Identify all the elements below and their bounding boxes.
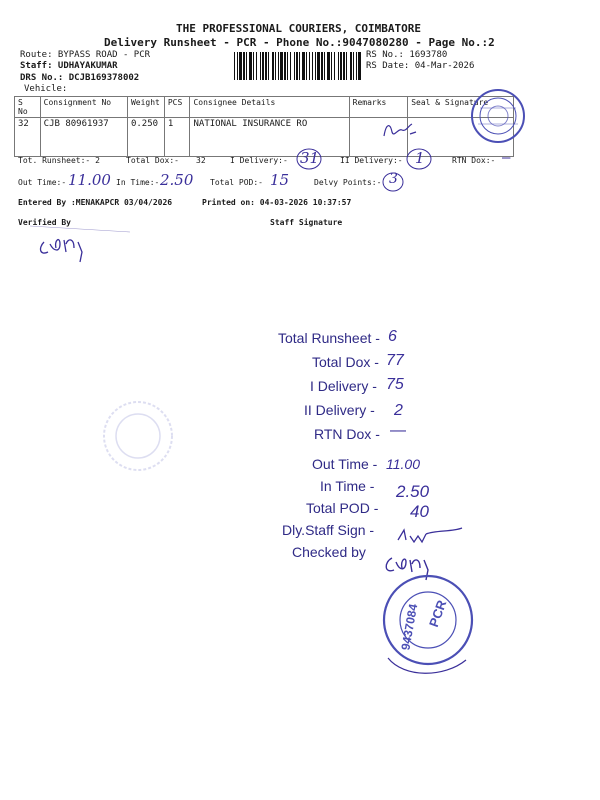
summary-in-time-value: 2.50 [396, 482, 430, 501]
barcode-bar [324, 52, 325, 80]
summary-checked-by-label: Checked by [292, 544, 366, 560]
barcode-bar [260, 52, 261, 80]
barcode-bar [287, 52, 288, 80]
barcode-bar [315, 52, 316, 80]
total-pod-label: Total POD:- [210, 178, 263, 187]
barcode [234, 52, 362, 80]
barcode-bar [296, 52, 298, 80]
summary-rtn-dox-label: RTN Dox - [314, 426, 380, 442]
barcode-bar [243, 52, 245, 80]
barcode-bar [331, 52, 332, 80]
barcode-bar [272, 52, 274, 80]
summary-dly-staff-sign-label: Dly.Staff Sign - [282, 522, 375, 538]
rs-number: RS No.: 1693780 [366, 50, 448, 60]
summary-out-time-value: 11.00 [386, 456, 420, 472]
i-delivery-label: I Delivery:- [230, 156, 288, 165]
company-title: THE PROFESSIONAL COURIERS, COIMBATORE [176, 22, 422, 35]
barcode-bar [239, 52, 242, 80]
barcode-bar [343, 52, 345, 80]
i-delivery-handwritten: 31 [300, 149, 320, 167]
cell-consignment: CJB 80961937 [40, 118, 127, 157]
col-sno: S No [15, 97, 41, 118]
delvy-points-circle-icon [382, 172, 404, 192]
in-time-handwritten: 2.50 [160, 171, 194, 189]
barcode-bar [275, 52, 276, 80]
consignment-table [14, 96, 514, 157]
route-text: Route: BYPASS ROAD - PCR [20, 50, 151, 60]
cell-sno: 32 [15, 118, 41, 157]
in-time-label: In Time:- [116, 178, 160, 187]
summary-rtn-dox-value: — [390, 422, 406, 439]
faint-stamp-icon [100, 398, 176, 474]
col-pcs: PCS [164, 97, 190, 118]
staff-text: Staff: UDHAYAKUMAR [20, 61, 118, 71]
barcode-bar [299, 52, 300, 80]
summary-ii-delivery-label: II Delivery - [304, 402, 375, 418]
barcode-bar [256, 52, 257, 80]
barcode-bar [284, 52, 286, 80]
barcode-bar [338, 52, 339, 80]
barcode-bar [358, 52, 361, 80]
stamp-pcr-text: PCR [425, 598, 450, 629]
i-delivery-circle-icon [296, 148, 322, 170]
barcode-bar [334, 52, 335, 80]
verified-signature-scribble [30, 222, 140, 266]
cell-consignee: NATIONAL INSURANCE RO [190, 118, 349, 157]
summary-ii-delivery-value: 2 [394, 402, 403, 419]
stamp-number-text: 9437084 [398, 602, 421, 652]
table-row [15, 118, 514, 157]
tot-runsheet: Tot. Runsheet:- 2 [18, 156, 100, 165]
col-remarks: Remarks [349, 97, 408, 118]
dly-staff-signature-scribble [396, 524, 466, 548]
table-header-row [15, 97, 514, 118]
summary-total-pod-label: Total POD - [306, 500, 379, 516]
summary-total-runsheet-label: Total Runsheet - [278, 330, 380, 346]
barcode-bar [321, 52, 323, 80]
ii-delivery-circle-icon [406, 148, 432, 170]
barcode-bar [327, 52, 330, 80]
col-weight: Weight [127, 97, 164, 118]
drs-text: DRS No.: DCJB169378002 [20, 73, 140, 83]
entered-by: Entered By :MENAKAPCR 03/04/2026 [18, 198, 173, 207]
barcode-bar [268, 52, 269, 80]
cell-weight: 0.250 [127, 118, 164, 157]
barcode-bar [234, 52, 235, 80]
barcode-bar [294, 52, 295, 80]
out-time-handwritten: 11.00 [68, 171, 111, 189]
barcode-bar [278, 52, 279, 80]
staff-signature-label: Staff Signature [270, 218, 343, 227]
summary-total-dox-label: Total Dox - [312, 354, 379, 370]
printed-on: Printed on: 04-03-2026 10:37:57 [202, 198, 352, 207]
summary-total-dox-value: 77 [386, 352, 404, 369]
delvy-points-handwritten: 3 [389, 171, 398, 187]
total-pod-handwritten: 15 [270, 171, 290, 189]
summary-total-pod-value: 40 [410, 502, 429, 521]
barcode-bar [356, 52, 357, 80]
barcode-bar [312, 52, 313, 80]
barcode-bar [246, 52, 247, 80]
barcode-bar [309, 52, 310, 80]
barcode-bar [265, 52, 267, 80]
delvy-points-label: Delvy Points:- [314, 178, 382, 187]
verified-by-label: Verified By [18, 218, 71, 227]
signature-scribble [380, 118, 420, 142]
col-seal-signature: Seal & Signature [408, 97, 514, 118]
vehicle-text: Vehicle: [24, 84, 68, 94]
summary-in-time-label: In Time - [320, 478, 375, 494]
barcode-bar [262, 52, 264, 80]
barcode-bar [280, 52, 283, 80]
barcode-bar [340, 52, 342, 80]
ii-delivery-handwritten: 1 [415, 149, 425, 167]
summary-i-delivery-label: I Delivery - [310, 378, 377, 394]
col-consignee: Consignee Details [190, 97, 349, 118]
col-consignment: Consignment No [40, 97, 127, 118]
barcode-bar [302, 52, 305, 80]
barcode-bar [290, 52, 291, 80]
out-time-label: Out Time:- [18, 178, 67, 187]
barcode-bar [353, 52, 354, 80]
summary-out-time-label: Out Time - [312, 456, 378, 472]
summary-total-runsheet-value: 6 [388, 328, 397, 345]
barcode-bar [249, 52, 252, 80]
runsheet-subtitle: Delivery Runsheet - PCR - Phone No.:9047080280 - Page No.:2 [104, 36, 495, 49]
rtn-dox-handwritten: — [502, 150, 511, 166]
barcode-bar [317, 52, 320, 80]
rs-date: RS Date: 04-Mar-2026 [366, 61, 475, 71]
company-seal-icon [470, 88, 526, 144]
barcode-bar [253, 52, 254, 80]
rtn-dox-label: RTN Dox:- [452, 156, 496, 165]
barcode-bar [350, 52, 352, 80]
barcode-bar [237, 52, 238, 80]
ii-delivery-label: II Delivery:- [340, 156, 403, 165]
barcode-bar [346, 52, 347, 80]
total-dox-value: 32 [196, 156, 206, 165]
barcode-bar [306, 52, 307, 80]
summary-i-delivery-value: 75 [386, 376, 404, 393]
total-dox-label: Total Dox:- [126, 156, 179, 165]
cell-pcs: 1 [164, 118, 190, 157]
